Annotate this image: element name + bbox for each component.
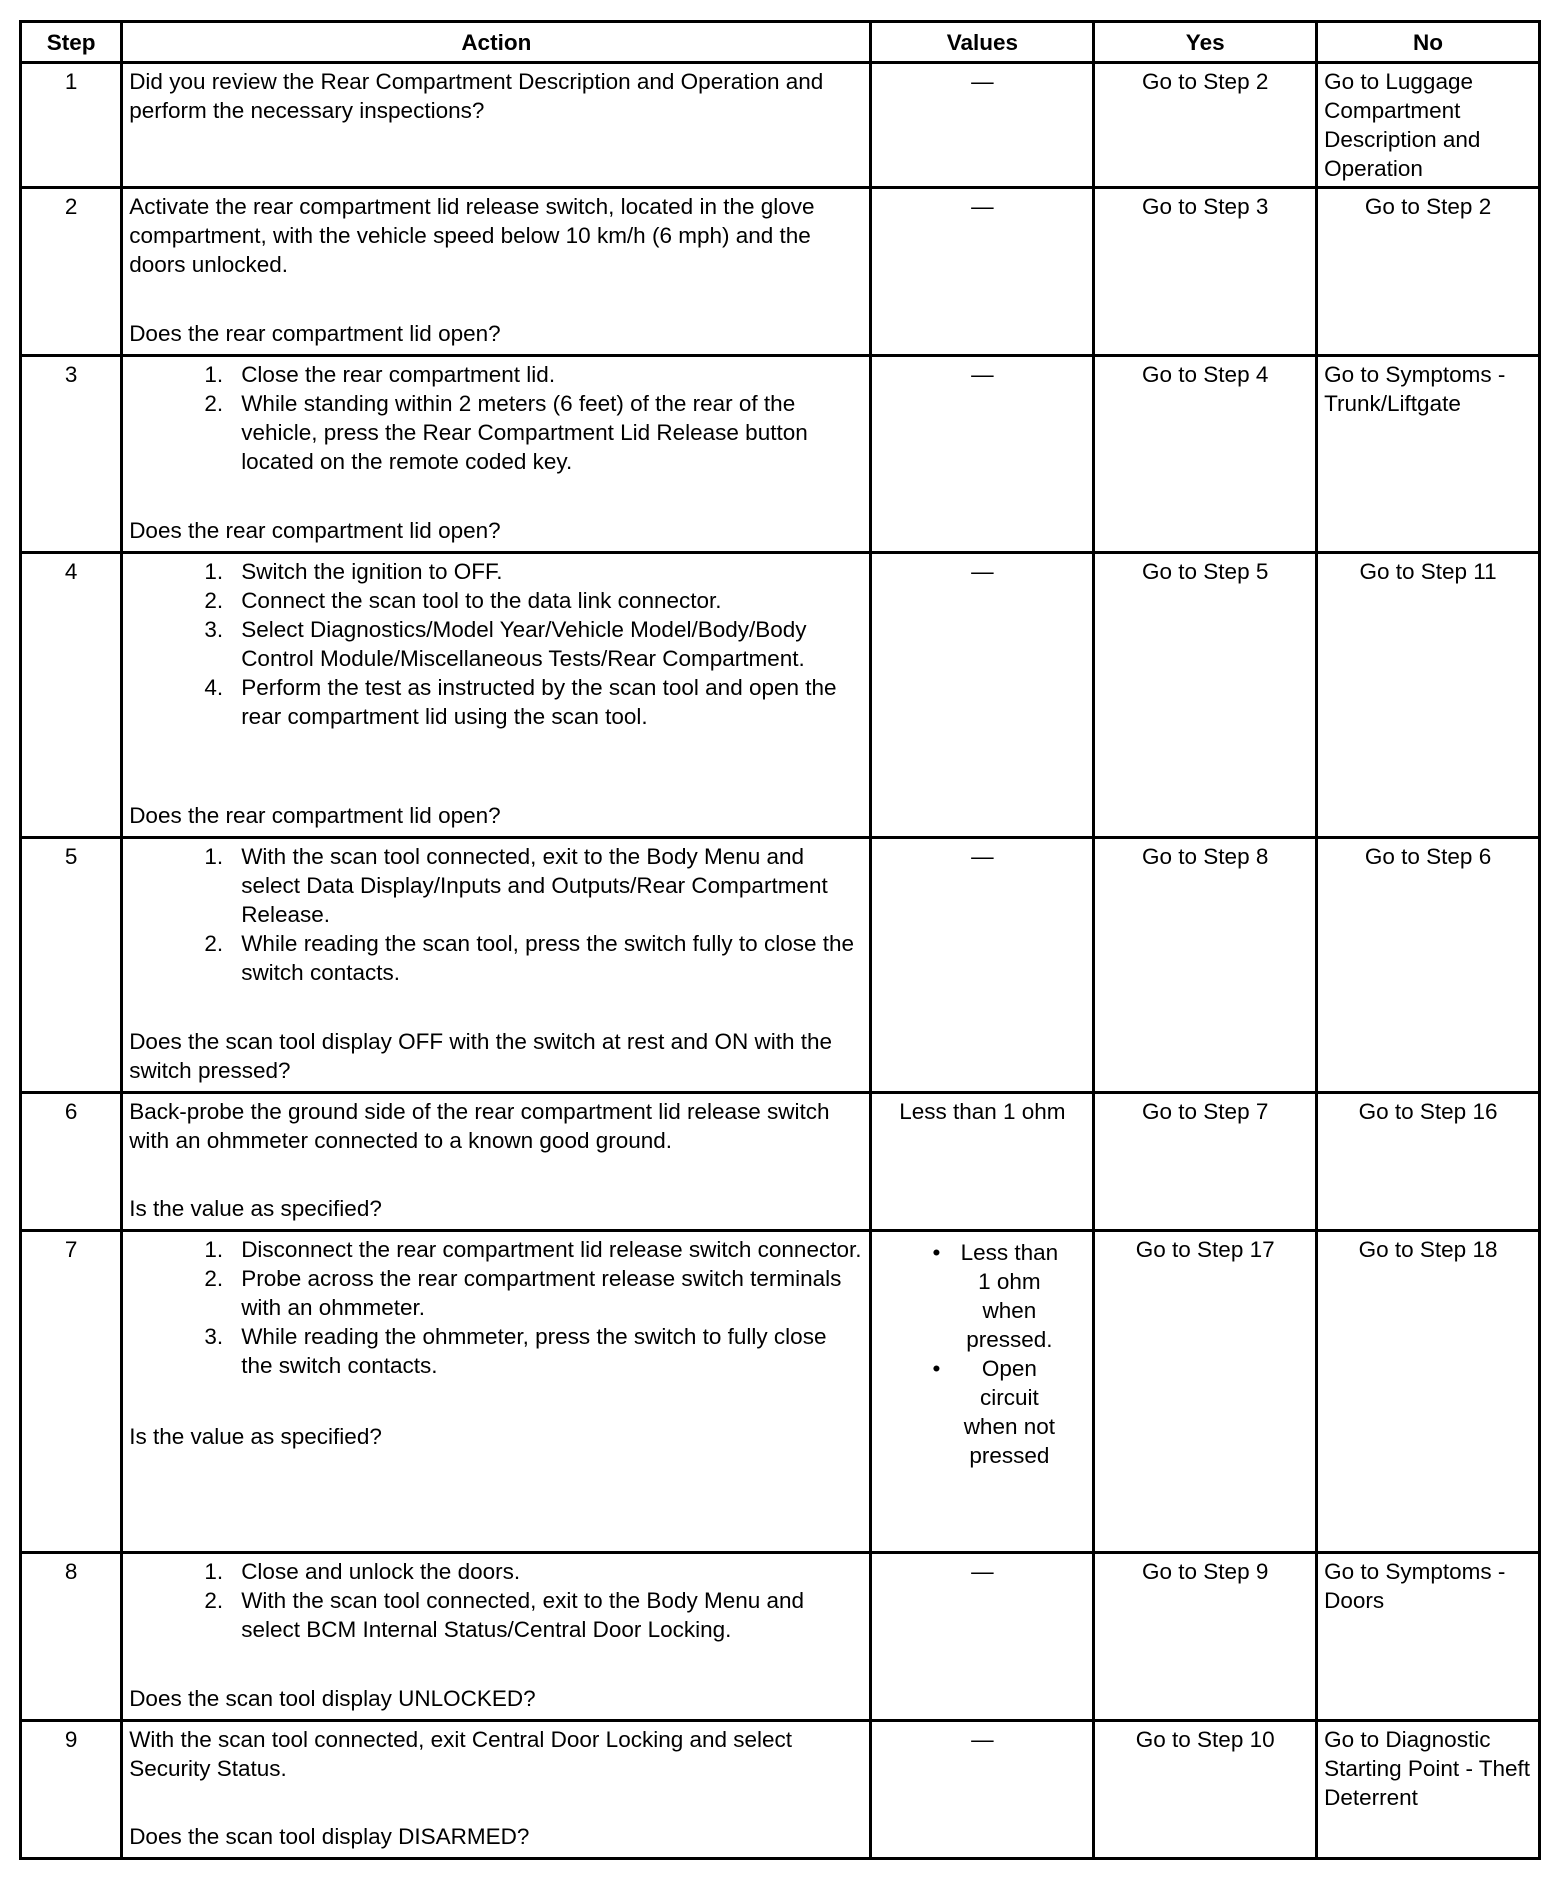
values-cell: — xyxy=(871,1721,1094,1859)
values-cell: — xyxy=(871,188,1094,356)
yes-cell: Go to Step 7 xyxy=(1094,1093,1317,1231)
list-item: 1. Close the rear compartment lid. xyxy=(204,362,556,387)
bullet-icon: • xyxy=(932,1240,941,1265)
step-number: 4 xyxy=(21,553,122,838)
list-item: • Open circuit when not pressed xyxy=(878,1354,1086,1470)
action-intro: With the scan tool connected, exit Central Door Locking and select Security Status. xyxy=(129,1727,793,1781)
step-number: 8 xyxy=(21,1553,122,1721)
list-item: 2. Connect the scan tool to the data link connector. xyxy=(204,588,722,613)
table-row xyxy=(21,553,1540,838)
table-row xyxy=(21,1553,1540,1721)
values-cell xyxy=(871,1231,1094,1553)
action-steps xyxy=(129,360,863,476)
list-item: 3. While reading the ohmmeter, press the switch to fully close the switch contacts. xyxy=(204,1324,827,1378)
list-item: 1. With the scan tool connected, exit to the Body Menu and select Data Display/Inputs and Outputs/Rear Compartment Release. xyxy=(204,844,828,927)
bullet-icon: • xyxy=(932,1356,941,1381)
step-number: 2 xyxy=(21,188,122,356)
table-row xyxy=(21,1231,1540,1553)
no-cell: Go to Step 6 xyxy=(1317,838,1540,1093)
table-row xyxy=(21,1721,1540,1859)
list-item: 2. Probe across the rear compartment release switch terminals with an ohmmeter. xyxy=(204,1266,842,1320)
action-question: Is the value as specified? xyxy=(129,1424,382,1449)
action-cell xyxy=(122,188,871,356)
action-question: Does the scan tool display DISARMED? xyxy=(129,1824,530,1849)
yes-cell: Go to Step 2 xyxy=(1094,63,1317,188)
action-question: Does the rear compartment lid open? xyxy=(129,321,501,346)
step-number: 7 xyxy=(21,1231,122,1553)
values-cell: — xyxy=(871,356,1094,553)
action-steps xyxy=(129,842,863,987)
yes-cell: Go to Step 10 xyxy=(1094,1721,1317,1859)
no-cell: Go to Luggage Compartment Description and Operation xyxy=(1317,63,1540,188)
header-step: Step xyxy=(21,22,122,63)
list-item: 1. Switch the ignition to OFF. xyxy=(204,559,503,584)
list-item: 2. While standing within 2 meters (6 feet) of the rear of the vehicle, press the Rear Compartment Lid Release button located on the remote coded key. xyxy=(204,391,808,474)
yes-cell: Go to Step 17 xyxy=(1094,1231,1317,1553)
step-number: 1 xyxy=(21,63,122,188)
table-row xyxy=(21,188,1540,356)
list-item: 4. Perform the test as instructed by the scan tool and open the rear compartment lid using the scan tool. xyxy=(204,675,837,729)
yes-cell: Go to Step 3 xyxy=(1094,188,1317,356)
values-cell: — xyxy=(871,553,1094,838)
action-cell xyxy=(122,63,871,188)
list-item: • Less than 1 ohm when pressed. xyxy=(878,1238,1086,1354)
action-question: Does the scan tool display OFF with the switch at rest and ON with the switch pressed? xyxy=(129,1029,832,1083)
yes-cell: Go to Step 5 xyxy=(1094,553,1317,838)
header-row xyxy=(21,22,1540,63)
action-question: Is the value as specified? xyxy=(129,1196,382,1221)
no-cell: Go to Step 16 xyxy=(1317,1093,1540,1231)
action-cell xyxy=(122,838,871,1093)
action-intro: Activate the rear compartment lid release switch, located in the glove compartment, with the vehicle speed below 10 km/h (6 mph) and the doors unlocked. xyxy=(129,194,815,277)
values-cell: — xyxy=(871,838,1094,1093)
header-action: Action xyxy=(122,22,871,63)
yes-cell: Go to Step 8 xyxy=(1094,838,1317,1093)
list-item: 1. Disconnect the rear compartment lid release switch connector. xyxy=(204,1237,862,1262)
values-cell: — xyxy=(871,63,1094,188)
yes-cell: Go to Step 9 xyxy=(1094,1553,1317,1721)
action-cell xyxy=(122,356,871,553)
action-cell xyxy=(122,1093,871,1231)
action-steps xyxy=(129,557,863,731)
header-yes: Yes xyxy=(1094,22,1317,63)
no-cell: Go to Diagnostic Starting Point - Theft Deterrent xyxy=(1317,1721,1540,1859)
header-no: No xyxy=(1317,22,1540,63)
step-number: 6 xyxy=(21,1093,122,1231)
yes-cell: Go to Step 4 xyxy=(1094,356,1317,553)
list-item: 2. While reading the scan tool, press the switch fully to close the switch contacts. xyxy=(204,931,854,985)
action-intro: Back-probe the ground side of the rear compartment lid release switch with an ohmmeter connected to a known good ground. xyxy=(129,1099,830,1153)
action-question: Does the rear compartment lid open? xyxy=(129,803,501,828)
header-values: Values xyxy=(871,22,1094,63)
no-cell: Go to Step 18 xyxy=(1317,1231,1540,1553)
values-list xyxy=(878,1238,1086,1470)
action-steps xyxy=(129,1557,863,1644)
list-item: 2. With the scan tool connected, exit to the Body Menu and select BCM Internal Status/Central Door Locking. xyxy=(204,1588,805,1642)
action-cell xyxy=(122,1553,871,1721)
action-question: Does the scan tool display UNLOCKED? xyxy=(129,1686,536,1711)
step-number: 5 xyxy=(21,838,122,1093)
list-item: 3. Select Diagnostics/Model Year/Vehicle Model/Body/Body Control Module/Miscellaneous Tests/Rear Compartment. xyxy=(204,617,807,671)
no-cell: Go to Step 2 xyxy=(1317,188,1540,356)
step-number: 3 xyxy=(21,356,122,553)
no-cell: Go to Step 11 xyxy=(1317,553,1540,838)
step-number: 9 xyxy=(21,1721,122,1859)
table-row xyxy=(21,356,1540,553)
no-cell: Go to Symptoms - Doors xyxy=(1317,1553,1540,1721)
values-cell: Less than 1 ohm xyxy=(871,1093,1094,1231)
values-cell: — xyxy=(871,1553,1094,1721)
action-cell xyxy=(122,1231,871,1553)
no-cell: Go to Symptoms - Trunk/Liftgate xyxy=(1317,356,1540,553)
action-cell xyxy=(122,553,871,838)
table-row xyxy=(21,63,1540,188)
table-row xyxy=(21,838,1540,1093)
table-row xyxy=(21,1093,1540,1231)
action-steps xyxy=(129,1235,863,1380)
action-question: Does the rear compartment lid open? xyxy=(129,518,501,543)
action-cell xyxy=(122,1721,871,1859)
diagnostic-table xyxy=(19,20,1541,1860)
list-item: 1. Close and unlock the doors. xyxy=(204,1559,521,1584)
action-intro: Did you review the Rear Compartment Description and Operation and perform the necessary inspections? xyxy=(129,69,824,123)
